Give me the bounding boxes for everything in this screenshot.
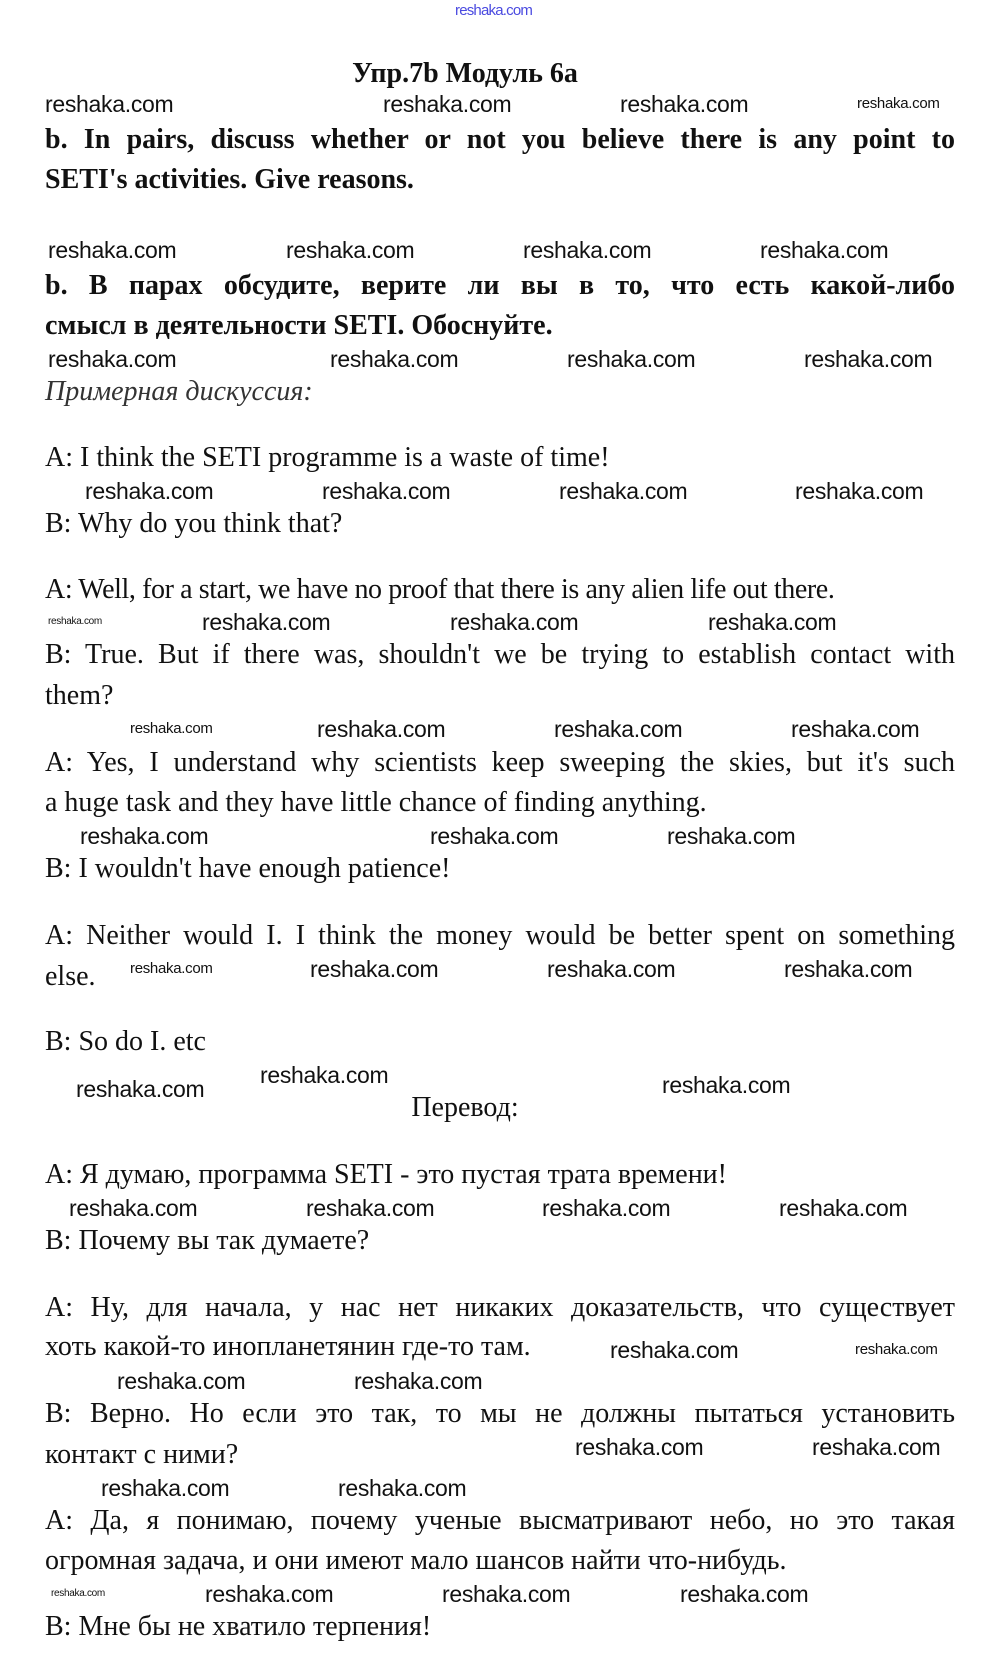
watermark: reshaka.com (330, 346, 459, 372)
watermark: reshaka.com (575, 1434, 704, 1460)
watermark: reshaka.com (620, 91, 749, 117)
dialogue-line: B: True. But if there was, shouldn't we be trying to establish contact with (45, 639, 955, 670)
watermark: reshaka.com (760, 237, 889, 263)
dialogue-line: B: I wouldn't have enough patience! (45, 853, 451, 884)
task-en-line: SETI's activities. Give reasons. (45, 164, 414, 195)
watermark: reshaka.com (48, 616, 102, 627)
watermark: reshaka.com (779, 1195, 908, 1221)
watermark: reshaka.com (662, 1072, 791, 1098)
watermark: reshaka.com (680, 1581, 809, 1607)
dialogue-line: A: Yes, I understand why scientists keep sweeping the skies, but it's such (45, 747, 955, 778)
watermark: reshaka.com (48, 237, 177, 263)
dialogue-line: them? (45, 680, 114, 711)
watermark: reshaka.com (205, 1581, 334, 1607)
translation-line: A: Ну, для начала, у нас нет никаких доказательств, что существует (45, 1292, 955, 1323)
watermark: reshaka.com (430, 823, 559, 849)
watermark: reshaka.com (559, 478, 688, 504)
dialogue-line: else. (45, 961, 96, 992)
watermark: reshaka.com (857, 95, 940, 112)
watermark: reshaka.com (51, 1588, 105, 1599)
translation-line: B: Верно. Но если это так, то мы не должны пытаться установить (45, 1398, 955, 1429)
dialogue-line: a huge task and they have little chance of finding anything. (45, 787, 707, 818)
watermark: reshaka.com (450, 609, 579, 635)
translation-line: хоть какой-то инопланетянин где-то там. (45, 1331, 531, 1362)
dialogue-line: B: So do I. etc (45, 1026, 206, 1057)
watermark: reshaka.com (286, 237, 415, 263)
watermark: reshaka.com (542, 1195, 671, 1221)
dialogue-line: A: I think the SETI programme is a waste of time! (45, 442, 610, 473)
watermark: reshaka.com (567, 346, 696, 372)
translation-line: B: Мне бы не хватило терпения! (45, 1611, 432, 1642)
translation-label: Перевод: (411, 1092, 519, 1123)
watermark: reshaka.com (202, 609, 331, 635)
translation-line: контакт с ними? (45, 1439, 239, 1470)
watermark: reshaka.com (310, 956, 439, 982)
watermark: reshaka.com (667, 823, 796, 849)
watermark: reshaka.com (317, 716, 446, 742)
task-ru-line: b. В парах обсудите, верите ли вы в то, что есть какой-либо (45, 270, 955, 301)
watermark: reshaka.com (101, 1475, 230, 1501)
watermark: reshaka.com (76, 1076, 205, 1102)
watermark: reshaka.com (547, 956, 676, 982)
watermark: reshaka.com (338, 1475, 467, 1501)
watermark: reshaka.com (442, 1581, 571, 1607)
watermark: reshaka.com (812, 1434, 941, 1460)
task-en-line: b. In pairs, discuss whether or not you believe there is any point to (45, 124, 955, 155)
watermark: reshaka.com (804, 346, 933, 372)
watermark: reshaka.com (784, 956, 913, 982)
page-title: Упр.7b Модуль 6а (352, 58, 578, 89)
watermark: reshaka.com (80, 823, 209, 849)
translation-line: огромная задача, и они имеют мало шансов найти что-нибудь. (45, 1545, 787, 1576)
watermark: reshaka.com (48, 346, 177, 372)
sample-label: Примерная дискуссия: (45, 376, 313, 407)
watermark: reshaka.com (322, 478, 451, 504)
watermark: reshaka.com (306, 1195, 435, 1221)
watermark: reshaka.com (523, 237, 652, 263)
task-ru-line: смысл в деятельности SETI. Обоснуйте. (45, 310, 553, 341)
dialogue-line: A: Well, for a start, we have no proof that there is any alien life out there. (45, 574, 835, 605)
watermark: reshaka.com (69, 1195, 198, 1221)
watermark: reshaka.com (260, 1062, 389, 1088)
translation-line: A: Да, я понимаю, почему ученые высматривают небо, но это такая (45, 1505, 955, 1536)
translation-line: B: Почему вы так думаете? (45, 1225, 370, 1256)
watermark: reshaka.com (383, 91, 512, 117)
watermark: reshaka.com (85, 478, 214, 504)
watermark: reshaka.com (795, 478, 924, 504)
watermark: reshaka.com (708, 609, 837, 635)
top-watermark: reshaka.com (455, 2, 533, 19)
watermark: reshaka.com (354, 1368, 483, 1394)
watermark: reshaka.com (791, 716, 920, 742)
watermark: reshaka.com (45, 91, 174, 117)
watermark: reshaka.com (130, 720, 213, 737)
translation-line: A: Я думаю, программа SETI - это пустая трата времени! (45, 1159, 727, 1190)
watermark: reshaka.com (855, 1341, 938, 1358)
watermark: reshaka.com (554, 716, 683, 742)
dialogue-line: A: Neither would I. I think the money would be better spent on something (45, 920, 955, 951)
watermark: reshaka.com (130, 960, 213, 977)
watermark: reshaka.com (117, 1368, 246, 1394)
dialogue-line: B: Why do you think that? (45, 508, 343, 539)
watermark: reshaka.com (610, 1337, 739, 1363)
